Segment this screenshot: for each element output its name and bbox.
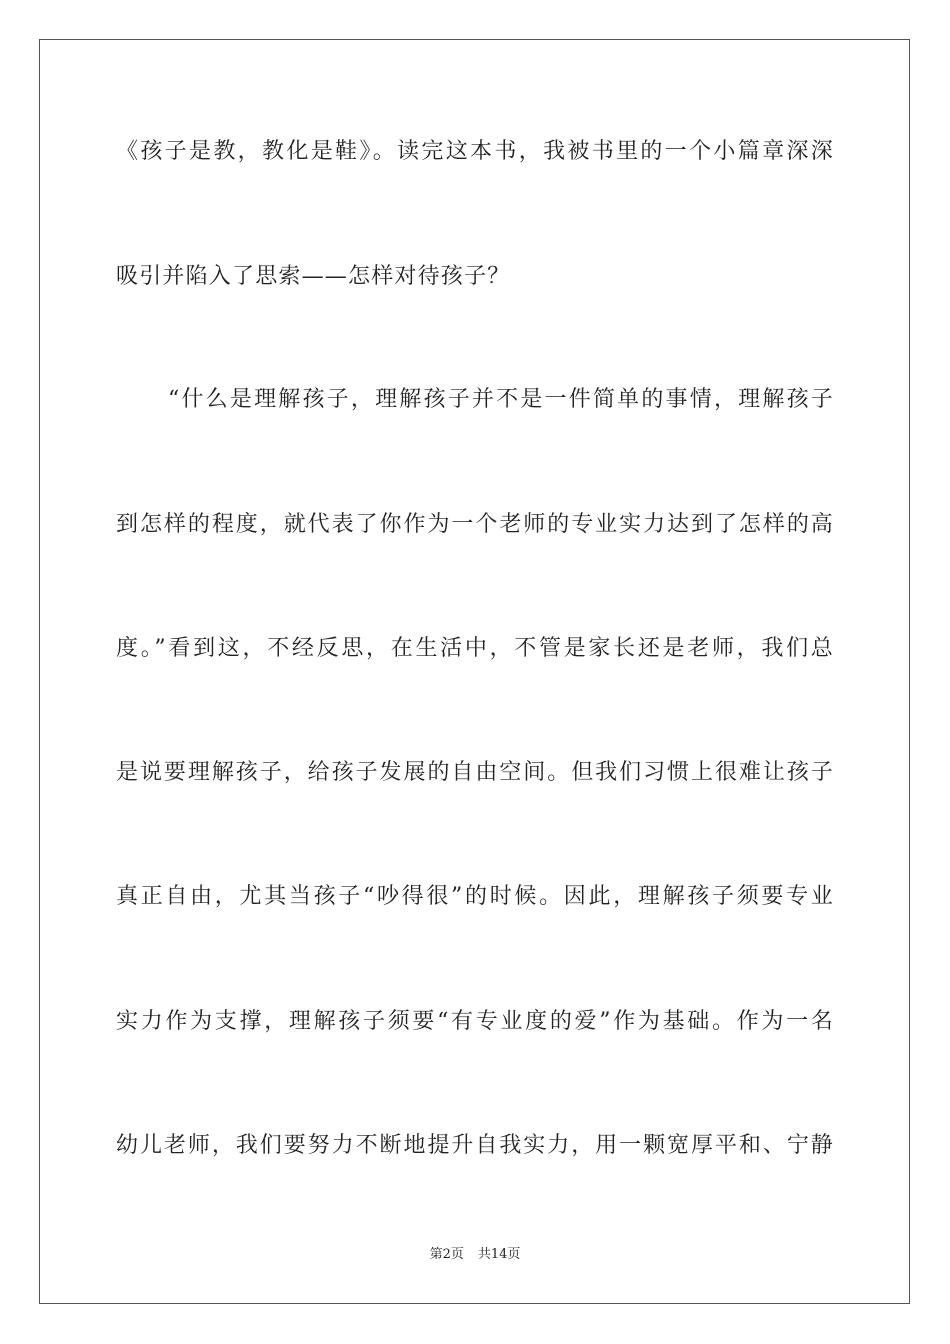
page-number: 第2页: [429, 1247, 464, 1262]
body-text-line: 幼儿老师，我们要努力不断地提升自我实力，用一颗宽厚平和、宁静: [116, 1133, 834, 1158]
body-text-line: 实力作为支撑，理解孩子须要“有专业度的爱”作为基础。作为一名: [116, 1009, 834, 1034]
body-text-line: 是说要理解孩子，给孩子发展的自由空间。但我们习惯上很难让孩子: [116, 760, 834, 785]
page-border: [39, 39, 910, 1304]
body-text-line: 度。”看到这，不经反思，在生活中，不管是家长还是老师，我们总: [116, 636, 834, 661]
body-text-line: 《孩子是教，教化是鞋》。读完这本书，我被书里的一个小篇章深深: [116, 139, 834, 164]
body-text-line: “什么是理解孩子，理解孩子并不是一件简单的事情，理解孩子: [168, 387, 834, 412]
body-text-line: 吸引并陷入了思索——怎样对待孩子？: [116, 264, 511, 289]
body-text-line: 真正自由，尤其当孩子“吵得很”的时候。因此，理解孩子须要专业: [116, 884, 834, 909]
total-pages: 共14页: [477, 1247, 521, 1262]
body-text-line: 到怎样的程度，就代表了你作为一个老师的专业实力达到了怎样的高: [116, 512, 834, 537]
page-footer: [0, 1245, 950, 1265]
